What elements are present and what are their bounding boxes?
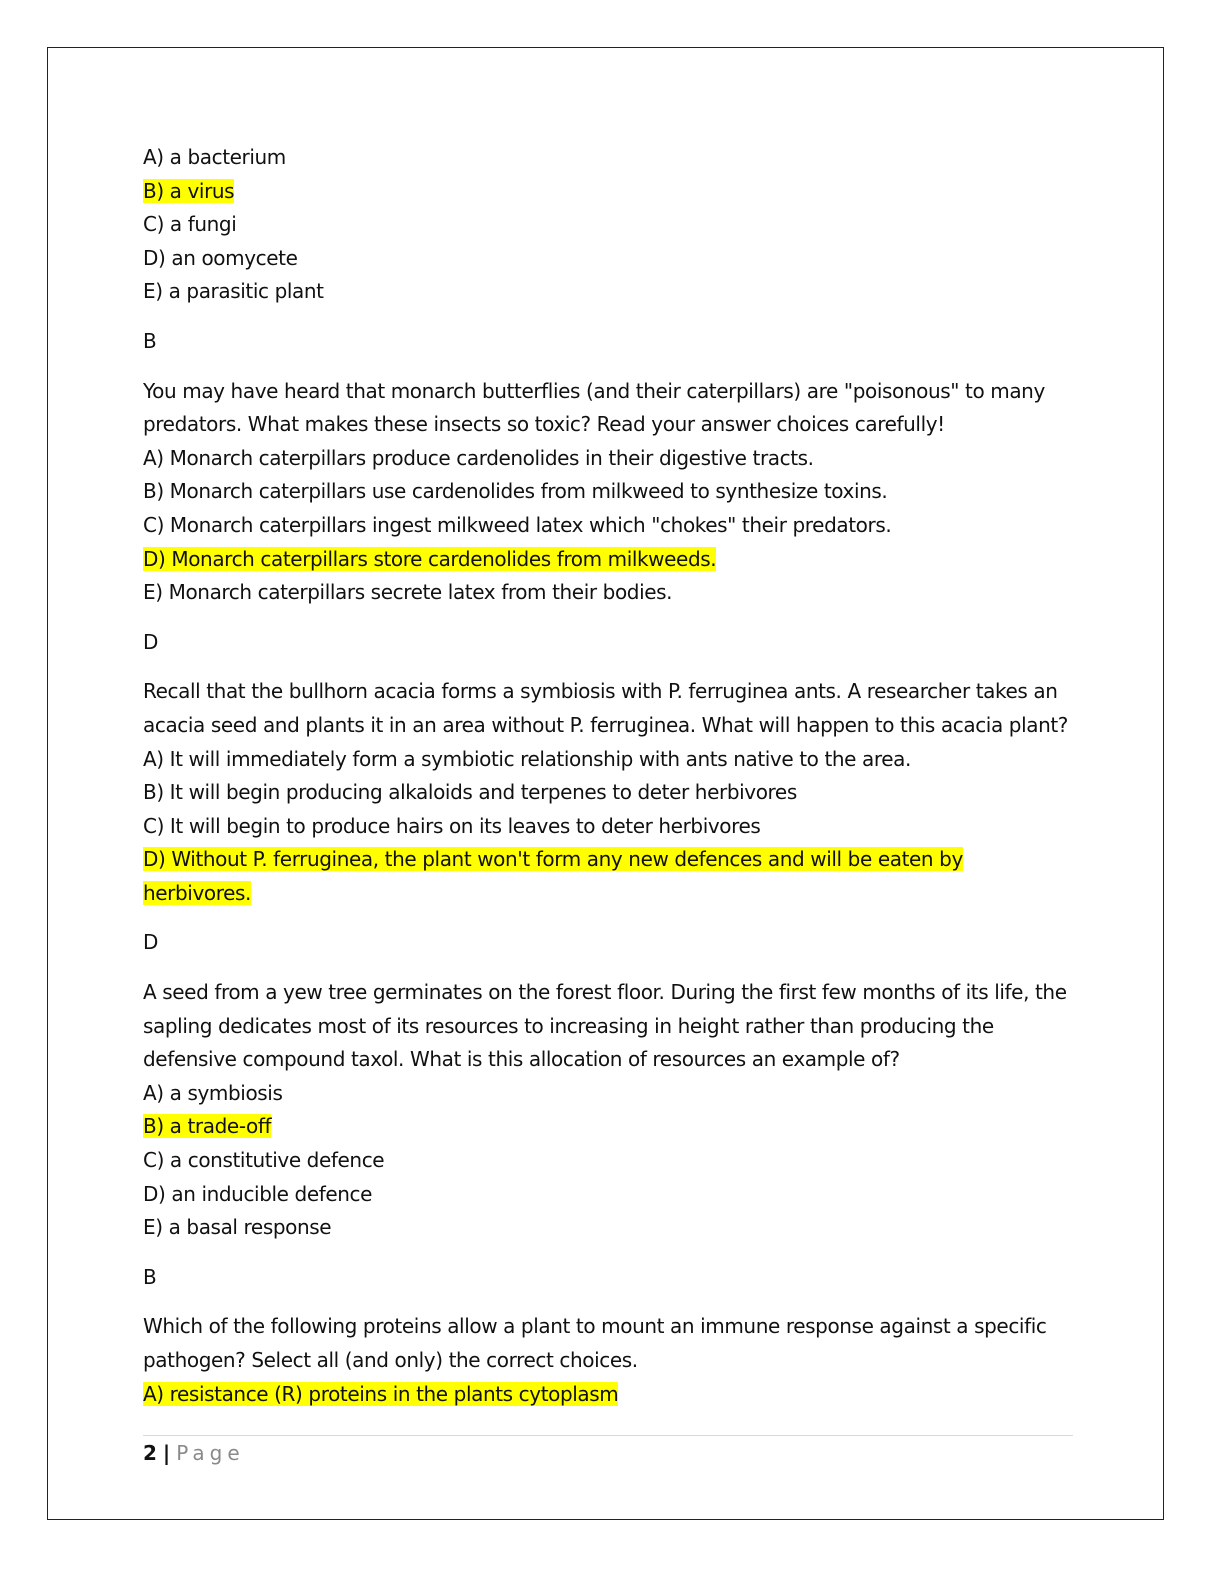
question-3 <box>143 675 1083 910</box>
footer-divider <box>143 1435 1073 1436</box>
question-2 <box>143 375 1083 610</box>
option-1e: E) a parasitic plant <box>143 279 324 304</box>
option-2b: B) Monarch caterpillars use cardenolides from milkweed to synthesize toxins. <box>143 479 888 504</box>
option-3d-highlighted-cont: herbivores. <box>143 880 251 905</box>
question-4-stem-line-3: defensive compound taxol. What is this allocation of resources an example of? <box>143 1047 900 1072</box>
option-5a-highlighted: A) resistance (R) proteins in the plants cytoplasm <box>143 1381 619 1406</box>
option-2a: A) Monarch caterpillars produce cardenolides in their digestive tracts. <box>143 445 814 470</box>
question-2-stem-line-1: You may have heard that monarch butterflies (and their caterpillars) are "poisonous" to many <box>143 378 1045 403</box>
question-1-options <box>143 141 1083 309</box>
option-4c: C) a constitutive defence <box>143 1148 385 1173</box>
page-footer <box>143 1441 245 1465</box>
option-4e: E) a basal response <box>143 1215 332 1240</box>
question-4-stem-line-1: A seed from a yew tree germinates on the forest floor. During the first few months of its life, the <box>143 980 1067 1005</box>
option-1c: C) a fungi <box>143 212 237 237</box>
page-label: Page <box>176 1441 245 1465</box>
question-4-stem-line-2: sapling dedicates most of its resources to increasing in height rather than producing the <box>143 1013 994 1038</box>
question-4 <box>143 976 1083 1245</box>
page-number: 2 <box>143 1441 157 1465</box>
question-2-stem-line-2: predators. What makes these insects so toxic? Read your answer choices carefully! <box>143 412 945 437</box>
answer-2: D <box>143 629 159 654</box>
answer-1: B <box>143 328 157 353</box>
option-1d: D) an oomycete <box>143 245 298 270</box>
option-2c: C) Monarch caterpillars ingest milkweed latex which "chokes" their predators. <box>143 512 892 537</box>
answer-3: D <box>143 930 159 955</box>
option-2e: E) Monarch caterpillars secrete latex from their bodies. <box>143 580 673 605</box>
question-5-stem-line-2: pathogen? Select all (and only) the correct choices. <box>143 1348 638 1372</box>
option-4b-highlighted: B) a trade-off <box>143 1114 272 1139</box>
option-1b-highlighted: B) a virus <box>143 178 235 203</box>
question-3-stem-line-2: acacia seed and plants it in an area without P. ferruginea. What will happen to this acacia plant? <box>143 712 1069 737</box>
option-3d-highlighted: D) Without P. ferruginea, the plant won't form any new defences and will be eaten by <box>143 847 963 872</box>
option-3a: A) It will immediately form a symbiotic relationship with ants native to the area. <box>143 746 911 771</box>
document-body <box>143 141 1083 1427</box>
question-5-stem-line-1: Which of the following proteins allow a plant to mount an immune response against a specific <box>143 1314 1047 1339</box>
answer-4: B <box>143 1264 157 1289</box>
question-3-stem-line-1: Recall that the bullhorn acacia forms a symbiosis with P. ferruginea ants. A researcher takes an <box>143 679 1058 704</box>
option-4a: A) a symbiosis <box>143 1080 283 1105</box>
question-5 <box>143 1310 1083 1411</box>
option-4d: D) an inducible defence <box>143 1181 373 1206</box>
option-3b: B) It will begin producing alkaloids and terpenes to deter herbivores <box>143 780 797 805</box>
option-1a: A) a bacterium <box>143 145 286 169</box>
option-2d-highlighted: D) Monarch caterpillars store cardenolides from milkweeds. <box>143 546 717 571</box>
option-3c: C) It will begin to produce hairs on its leaves to deter herbivores <box>143 813 761 838</box>
footer-separator: | <box>162 1441 171 1465</box>
